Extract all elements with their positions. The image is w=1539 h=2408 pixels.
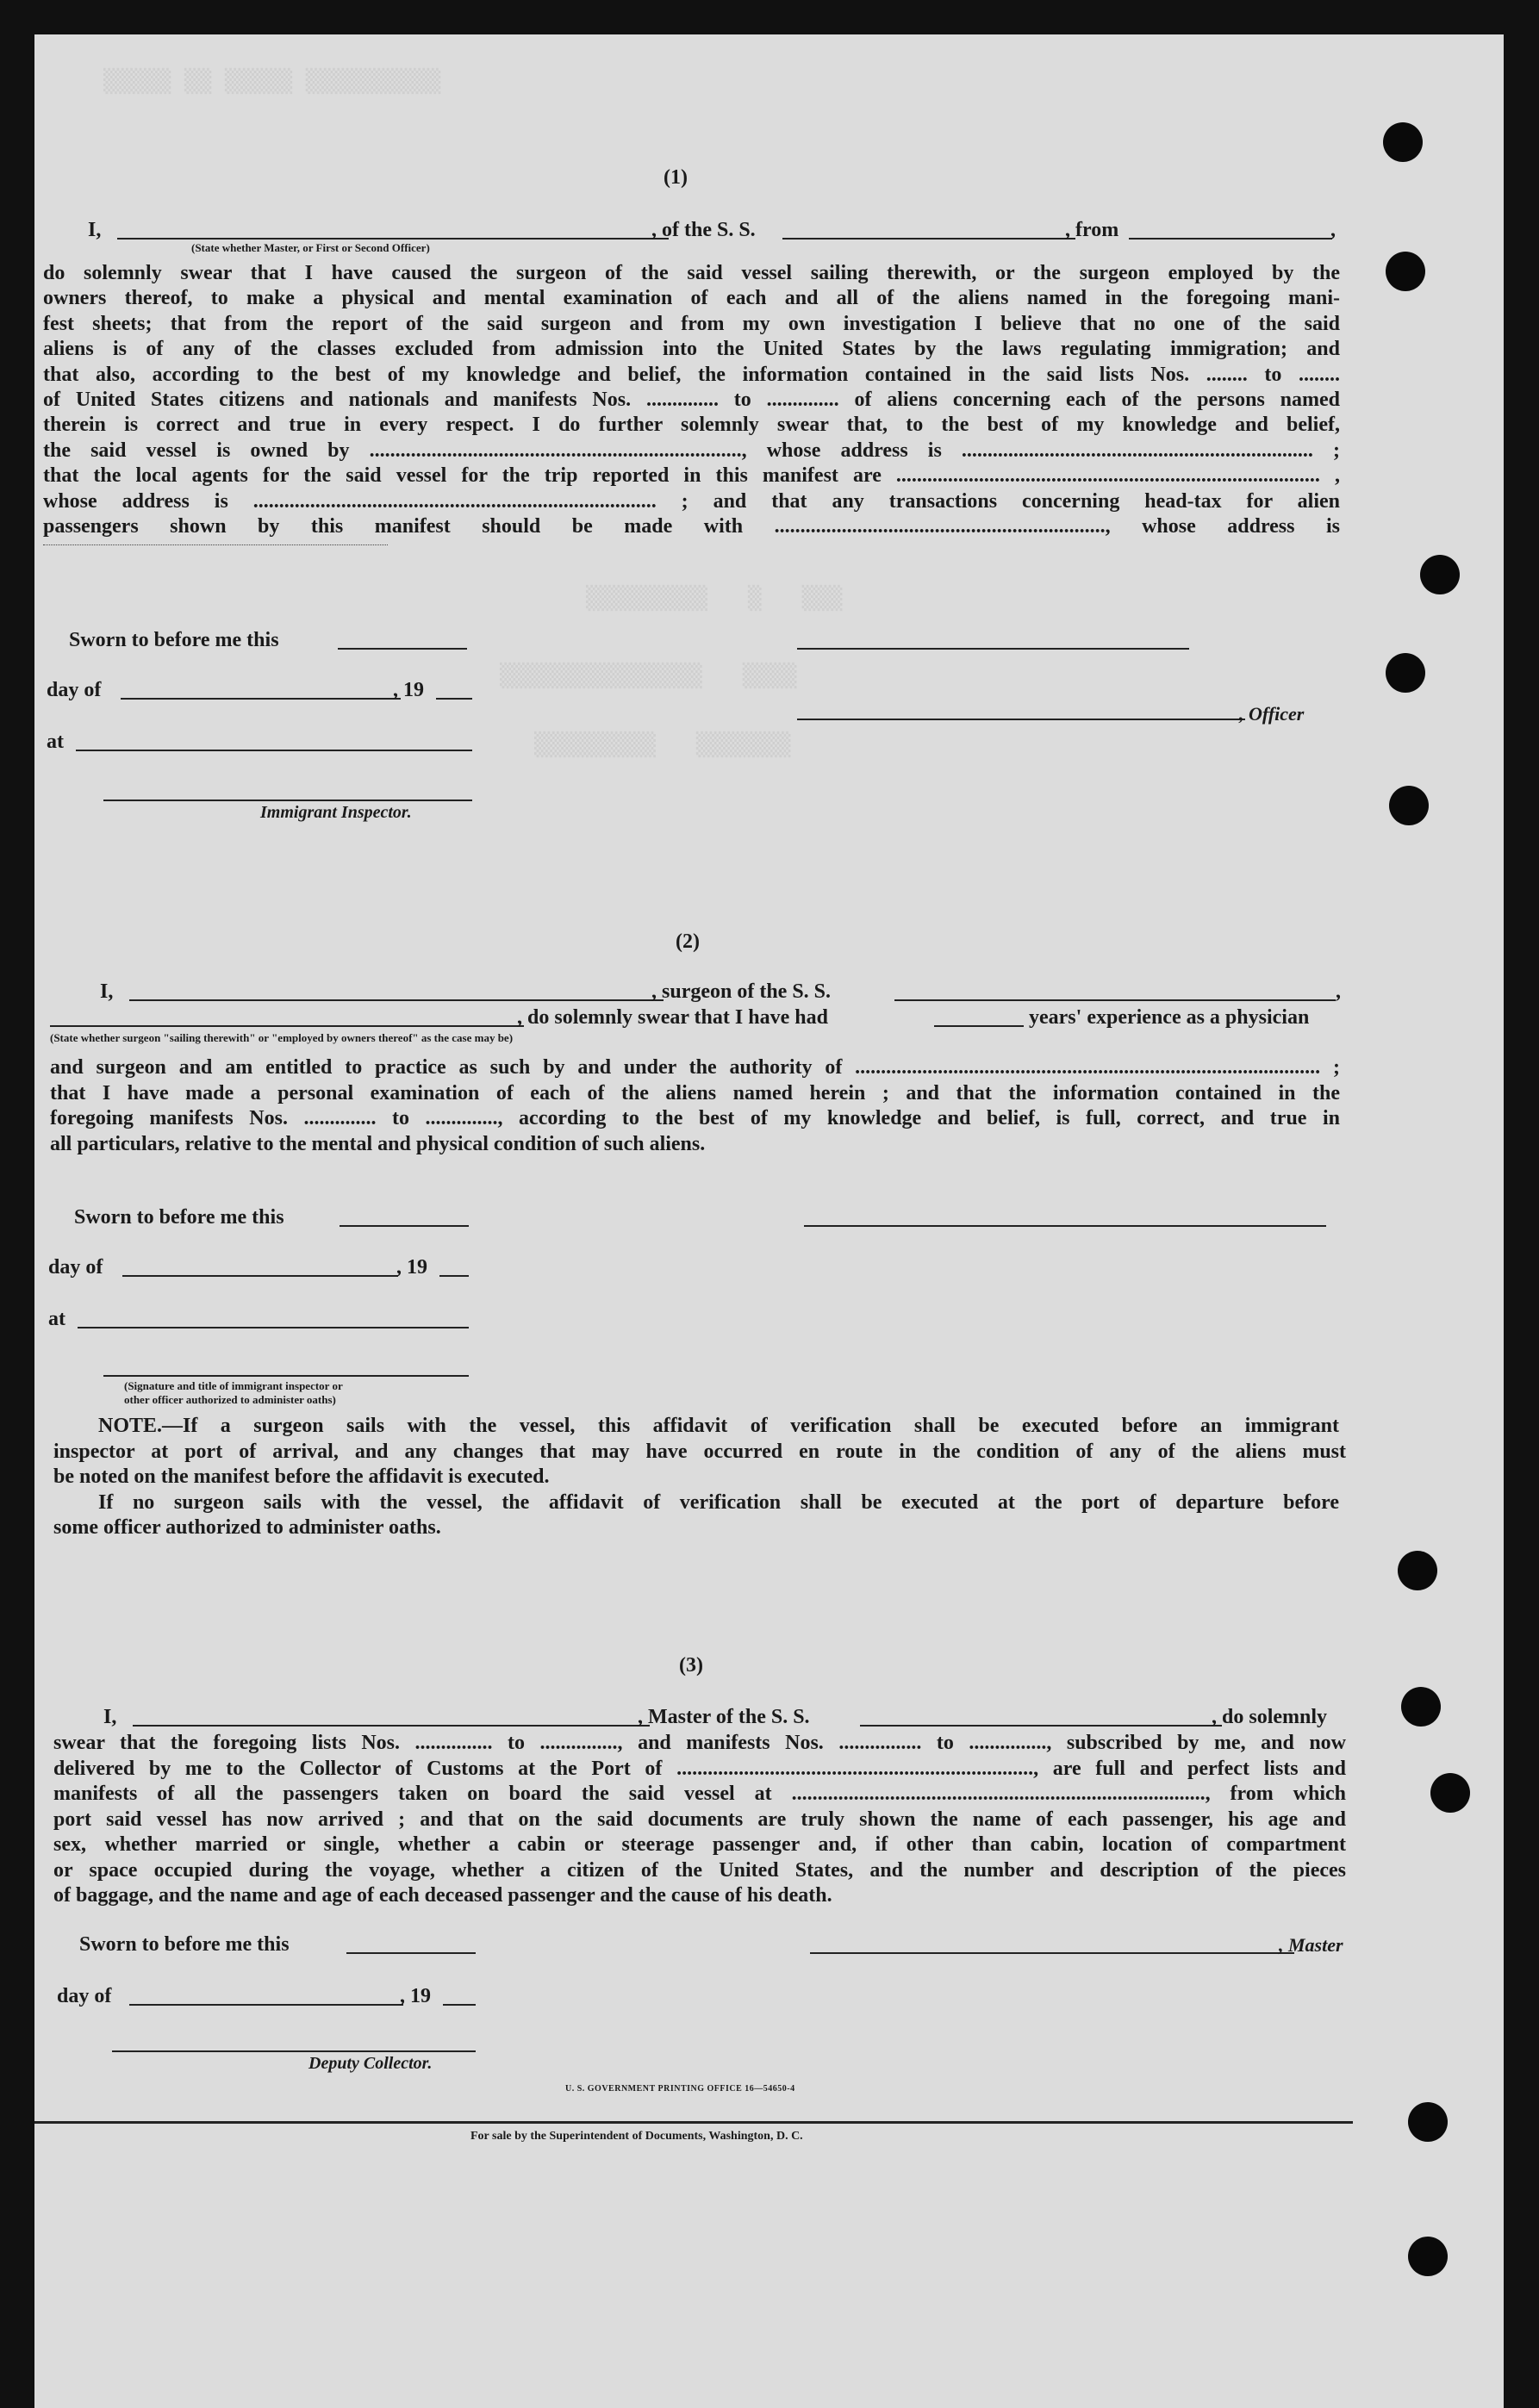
s1-caption: (State whether Master, or First or Second Officer)	[191, 241, 430, 254]
punch-hole	[1401, 1687, 1441, 1727]
s1-sworn-line	[338, 648, 467, 650]
s1-day: day of	[47, 679, 102, 701]
s2-day-line	[122, 1275, 398, 1277]
oath-line: do solemnly swear that I have caused the surgeon of the said vessel sailing therewith, or the surgeon employed by the	[43, 262, 1340, 284]
oath-line: that the local agents for the said vessel for the trip reported in this manifest are .................................................................................. ,	[43, 464, 1340, 488]
oath-line: swear that the foregoing lists Nos. ............... to ..............., and manifests Nos. ................ to ..............., subscribed by me, and now	[53, 1732, 1346, 1754]
bleed-through: ▒▒▒▒▒▒▒▒▒ ▒▒▒▒▒▒▒	[534, 732, 791, 758]
s3-sworn: Sworn to before me this	[79, 1933, 290, 1956]
oath-line: passengers shown by this manifest should be made with ................................................................, whose address is	[43, 514, 1340, 538]
punch-hole	[1430, 1773, 1470, 1813]
s2-inspector-sig-line	[103, 1375, 469, 1377]
oath-line: that I have made a personal examination of each of the aliens named herein ; and that the information contained in the	[50, 1081, 1340, 1104]
s1-of-ss: , of the S. S.	[651, 219, 756, 241]
s3-i: I,	[103, 1706, 117, 1728]
s3-master-label: , Master	[1279, 1934, 1343, 1956]
section-2-number: (2)	[676, 930, 700, 953]
s2-sig-caption-2: other officer authorized to administer oaths)	[124, 1393, 336, 1406]
oath-line: manifests of all the passengers taken on board the said vessel at ................................................................................, from which	[53, 1783, 1346, 1805]
punch-hole	[1383, 122, 1423, 162]
s2-surgeon-name-line	[129, 999, 664, 1001]
s1-officer-line-2	[797, 719, 1245, 720]
oath-line: or space occupied during the voyage, whether a citizen of the United States, and the number and description of the pieces	[53, 1858, 1346, 1882]
s1-sworn: Sworn to before me this	[69, 629, 279, 651]
s1-year: , 19	[393, 679, 424, 701]
oath-line: of United States citizens and nationals and manifests Nos. .............. to .............. of aliens concerning each of the persons named	[43, 388, 1340, 411]
oath-line: fest sheets; that from the report of the said surgeon and from my own investigation I believe that no one of the said	[43, 312, 1340, 335]
s1-inspector-sig-line	[103, 800, 472, 801]
note-line: If no surgeon sails with the vessel, the affidavit of verification shall be executed at the port of departure before	[98, 1490, 1339, 1514]
manifest-affidavit-page: ▒▒▒▒▒ ▒▒ ▒▒▒▒▒ ▒▒▒▒▒▒▒▒▒▒ ▒▒▒▒▒▒▒▒▒ ▒ ▒▒▒ ▒▒▒▒▒▒▒▒▒▒▒▒▒▒▒ ▒▒▒▒ ▒▒▒▒▒▒▒▒▒ ▒▒▒▒▒▒▒ (1) I, , of the S. S. , from , (State whether Master, or First or Second Officer) do solemnly swear that I have caused the surgeon of the said vessel sailing therewith, or the surgeon employed by the owners thereof, to make a physical and mental examination of each and all of the aliens named in the foregoing mani- fest sheets; that from the report of the said surgeon and from my own investigation I believe that no one of the said aliens is of any of the classes excluded from admission into the United States by the laws regulating immigration; and that also, according to the best of my knowledge and belief, the information contained in the said lists Nos. ........ to ........ of United States citizens and nationals and manifests Nos. .............. to .............. of aliens concerning each of the persons named therein is correct and true in every respect. I do further solemnly swear that, to the best of my knowledge and belief, the said vessel is owned by ........................................................................, whose address is .................................................................... ; that the local agents for the said vessel for the trip reported in this manifest are .................................................................................. , whose address is .............................................................................. ; and that any transactions concerning head-tax for alien passengers shown by this manifest should be made with ................................................................, whose address is Sworn to before me this day of , 19 , Officer at Immigrant Inspector. (2) I, , surgeon of the S. S. , , do solemnly swear that I have had years' experience as a physician (State whether surgeon "sailing therewith" or "employed by owners thereof" as the case may be) and surgeon and am entitled to practice as such by and under the authority of .......................................................................................... ; that I have made a personal examination of each of the aliens named herein ; and that the information contained in the foregoing manifests Nos. .............. to .............., according to the best of my knowledge and belief, is full, correct, and true in all particulars, relative to the mental and physical condition of such aliens. Sworn to before me this day of , 19 at (Signature and title of immigrant inspector or other officer authorized to administer oaths) NOTE.—If a surgeon sails with the vessel, this affidavit of verification shall be executed before an immigrant inspector at port of arrival, and any changes that may have occurred en route in the condition of any of the aliens must be noted on the manifest before the affidavit is executed. If no surgeon sails with the vessel, the affidavit of verification shall be executed at the port of departure before some officer authorized to administer oaths. (3) I, , Master of the S. S. , do solemnly swear that the foregoing lists Nos. ............... to ..............., and manifests Nos. ................ to ..............., subscribed by me, and now delivered by me to the Collector of Customs at the Port of ....................................................................., are full and perfect lists and manifests of all the passengers taken on board the said vessel at ................................................................................, from which port said vessel has now arrived ; and that on the said documents are truly shown the name of each passenger, his age and sex, whether married or single, whether a cabin or steerage passenger and, if other than cabin, location of compartment or space occupied during the voyage, whether a citizen of the United States, and the number and description of the pieces of baggage, and the name and age of each deceased passenger and the cause of his death. Sworn to before me this , Master day of , 19 Deputy Collector. U. S. GOVERNMENT PRINTING OFFICE 16—54650-4 For sale by the Superintendent of Documents, Washington, D. C.	[34, 34, 1504, 2408]
s1-oath-text	[43, 262, 1340, 540]
s1-port-line	[1129, 238, 1332, 240]
punch-hole	[1386, 653, 1425, 693]
punch-hole	[1389, 786, 1429, 825]
oath-line: the said vessel is owned by ........................................................................, whose address is .................................................................... ;	[43, 439, 1340, 462]
s2-caption: (State whether surgeon "sailing therewith" or "employed by owners thereof" as the case may be)	[50, 1031, 514, 1044]
s2-oath-text	[50, 1056, 1340, 1158]
oath-line: all particulars, relative to the mental and physical condition of such aliens.	[50, 1132, 706, 1155]
s3-year-line	[443, 2004, 476, 2006]
s2-year: , 19	[396, 1256, 427, 1279]
s1-from: , from	[1065, 219, 1119, 241]
note-line: NOTE.—If a surgeon sails with the vessel, this affidavit of verification shall be executed before an immigrant	[98, 1415, 1339, 1437]
s2-years: years' experience as a physician	[1029, 1006, 1310, 1029]
footer-rule	[34, 2121, 1353, 2124]
s1-vessel-line	[782, 238, 1075, 240]
punch-hole	[1386, 252, 1425, 291]
s2-note	[53, 1415, 1346, 1542]
s3-vessel-line	[860, 1725, 1222, 1727]
oath-line: foregoing manifests Nos. .............. to .............., according to the best of my knowledge and belief, is full, correct, and true in	[50, 1107, 1340, 1129]
s1-day-line	[121, 698, 401, 700]
s3-oath-text	[53, 1732, 1346, 1910]
s3-master-sig-line	[810, 1952, 1294, 1954]
s2-sworn-line	[340, 1225, 469, 1227]
s3-collector-sig-line	[112, 2050, 476, 2052]
oath-line: of baggage, and the name and age of each deceased passenger and the cause of his death.	[53, 1884, 832, 1907]
s2-at-line	[78, 1327, 469, 1328]
s2-years-line	[934, 1025, 1024, 1027]
oath-line: whose address is .............................................................................. ; and that any transactions concerning head-tax for alien	[43, 489, 1340, 513]
s2-i: I,	[100, 980, 114, 1003]
punch-hole	[1408, 2237, 1448, 2276]
oath-line: owners thereof, to make a physical and mental examination of each and all of the aliens named in the foregoing mani-	[43, 287, 1340, 310]
gpo-imprint: U. S. GOVERNMENT PRINTING OFFICE 16—54650-4	[565, 2084, 795, 2094]
oath-line: therein is correct and true in every respect. I do further solemnly swear that, to the best of my knowledge and belief,	[43, 414, 1340, 437]
punch-hole	[1398, 1551, 1437, 1590]
s2-surgeon-of-ss: , surgeon of the S. S.	[651, 980, 832, 1003]
s2-sailing-line	[50, 1025, 524, 1027]
section-3-number: (3)	[679, 1654, 703, 1677]
s1-i: I,	[88, 219, 102, 241]
note-line: be noted on the manifest before the affidavit is executed.	[53, 1465, 550, 1488]
note-line: some officer authorized to administer oaths.	[53, 1516, 441, 1539]
s2-vessel-line	[894, 999, 1336, 1001]
s1-year-line	[436, 698, 472, 700]
bleed-through: ▒▒▒▒▒▒▒▒▒ ▒ ▒▒▒	[586, 586, 843, 612]
punch-hole	[1420, 555, 1460, 594]
oath-line: aliens is of any of the classes excluded from admission into the United States by the laws regulating immigration; and	[43, 338, 1340, 361]
s2-swear: , do solemnly swear that I have had	[517, 1006, 828, 1029]
s1-at-line	[76, 750, 472, 751]
s3-day-line	[129, 2004, 403, 2006]
s3-sworn-line	[346, 1952, 476, 1954]
s2-sworn: Sworn to before me this	[74, 1206, 284, 1229]
note-line: inspector at port of arrival, and any changes that may have occurred en route in the condition of any of the aliens must	[53, 1440, 1346, 1463]
s2-sig-caption-1: (Signature and title of immigrant inspector or	[124, 1379, 343, 1392]
s3-year: , 19	[400, 1985, 431, 2007]
s1-inspector-label: Immigrant Inspector.	[260, 803, 412, 822]
bleed-through: ▒▒▒▒▒▒▒▒▒▒▒▒▒▒▒ ▒▒▒▒	[500, 663, 797, 689]
s3-collector-label: Deputy Collector.	[308, 2054, 433, 2073]
oath-line: and surgeon and am entitled to practice as such by and under the authority of .......................................................................................... ;	[50, 1056, 1340, 1079]
oath-line: that also, according to the best of my knowledge and belief, the information contained in the said lists Nos. ........ to ........	[43, 363, 1340, 386]
s3-master-of-ss: , Master of the S. S.	[638, 1706, 810, 1728]
s1-officer-line	[117, 238, 669, 240]
s2-at: at	[48, 1308, 65, 1330]
oath-line: port said vessel has now arrived ; and that on the said documents are truly shown the name of each passenger, his age and	[53, 1808, 1346, 1831]
s3-day: day of	[57, 1985, 112, 2007]
s1-address-continuation	[43, 544, 388, 545]
s3-master-name-line	[133, 1725, 650, 1727]
s2-signature-line	[804, 1225, 1326, 1227]
punch-hole	[1408, 2102, 1448, 2142]
footer-sale-note: For sale by the Superintendent of Documents, Washington, D. C.	[470, 2130, 803, 2143]
section-1-number: (1)	[664, 166, 688, 189]
bleed-through: ▒▒▒▒▒ ▒▒ ▒▒▒▒▒ ▒▒▒▒▒▒▒▒▒▒	[103, 69, 441, 95]
s2-day: day of	[48, 1256, 103, 1279]
s2-year-line	[439, 1275, 469, 1277]
s1-officer-label: , Officer	[1239, 703, 1305, 725]
s1-officer-sig-line	[797, 648, 1189, 650]
oath-line: sex, whether married or single, whether a cabin or steerage passenger and, if other than cabin, location of compartment	[53, 1833, 1346, 1856]
s3-do-solemnly: , do solemnly	[1212, 1706, 1328, 1728]
s1-at: at	[47, 731, 64, 753]
oath-line: delivered by me to the Collector of Customs at the Port of ....................................................................., are full and perfect lists and	[53, 1757, 1346, 1780]
